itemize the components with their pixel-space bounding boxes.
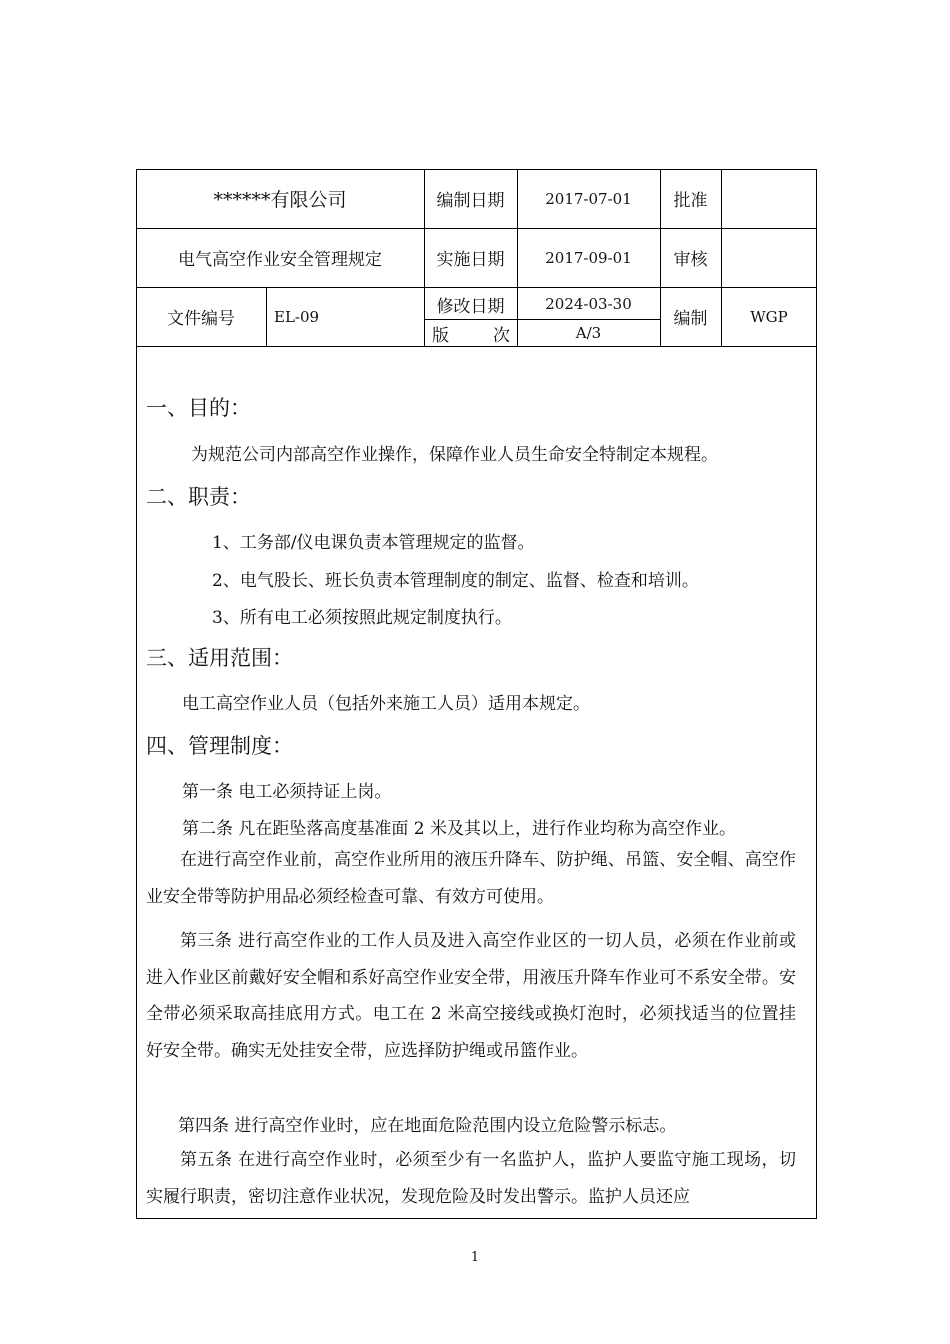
version-label-char: 版 xyxy=(432,325,449,346)
approve-value xyxy=(721,169,817,228)
page-number: 1 xyxy=(470,1250,480,1265)
article-3: 第三条 进行高空作业的工作人员及进入高空作业区的一切人员，必须在作业前或进入作业区前戴好安全帽和系好高空作业安全带，用液压升降车作业可不系安全带。安全带必须采取高挂底用方式。电工在 2 米高空接线或换灯泡时，必须找适当的位置挂好安全带。确实无处挂安全带，应选择防护绳或吊篮作业。 xyxy=(146,931,796,1061)
article-4: 第四条 进行高空作业时，应在地面危险范围内设立危险警示标志。 xyxy=(178,1116,677,1136)
revision-date-value: 2024-03-30 xyxy=(545,295,632,313)
company-name: ******有限公司 xyxy=(213,189,347,211)
implementation-date-label: 实施日期 xyxy=(436,250,505,270)
scope-text: 电工高空作业人员（包括外来施工人员）适用本规定。 xyxy=(182,694,590,714)
version-value: A/3 xyxy=(575,324,602,342)
review-value xyxy=(721,228,817,287)
purpose-text: 为规范公司内部高空作业操作，保障作业人员生命安全特制定本规程。 xyxy=(191,445,718,465)
section-purpose-title: 一、目的： xyxy=(146,396,251,420)
prepared-value: WGP xyxy=(750,307,788,326)
implementation-date-value: 2017-09-01 xyxy=(545,248,632,267)
section-responsibility-title: 二、职责： xyxy=(146,485,251,509)
review-label: 审核 xyxy=(673,250,708,270)
article-2-detail: 在进行高空作业前，高空作业所用的液压升降车、防护绳、吊篮、安全帽、高空作业安全带等防护用品必须经检查可靠、有效方可使用。 xyxy=(146,850,796,907)
responsibility-item: 1、工务部/仪电课负责本管理规定的监督。 xyxy=(212,533,535,553)
article-2: 第二条 凡在距坠落高度基准面 2 米及其以上，进行作业均称为高空作业。 xyxy=(182,819,737,839)
document-title: 电气高空作业安全管理规定 xyxy=(178,250,382,270)
section-rules-title: 四、管理制度： xyxy=(146,734,293,758)
article-1: 第一条 电工必须持证上岗。 xyxy=(182,782,392,802)
version-label xyxy=(432,320,510,346)
approve-label: 批准 xyxy=(673,191,708,211)
version-label-char: 次 xyxy=(493,325,510,346)
file-number-label: 文件编号 xyxy=(167,309,235,329)
article-5: 第五条 在进行高空作业时，必须至少有一名监护人，监护人要监守施工现场，切实履行职责，密切注意作业状况，发现危险及时发出警示。监护人员还应 xyxy=(146,1150,796,1207)
revision-date-label: 修改日期 xyxy=(436,296,505,317)
compile-date-value: 2017-07-01 xyxy=(545,189,632,208)
compile-date-label: 编制日期 xyxy=(436,191,505,211)
prepared-label: 编制 xyxy=(673,309,708,329)
file-number-value: EL-09 xyxy=(274,307,320,326)
responsibility-item: 2、电气股长、班长负责本管理制度的制定、监督、检查和培训。 xyxy=(212,571,699,591)
responsibility-item: 3、所有电工必须按照此规定制度执行。 xyxy=(212,608,512,628)
section-scope-title: 三、适用范围： xyxy=(146,646,293,670)
grid-line xyxy=(266,287,267,346)
grid-line xyxy=(136,346,817,347)
